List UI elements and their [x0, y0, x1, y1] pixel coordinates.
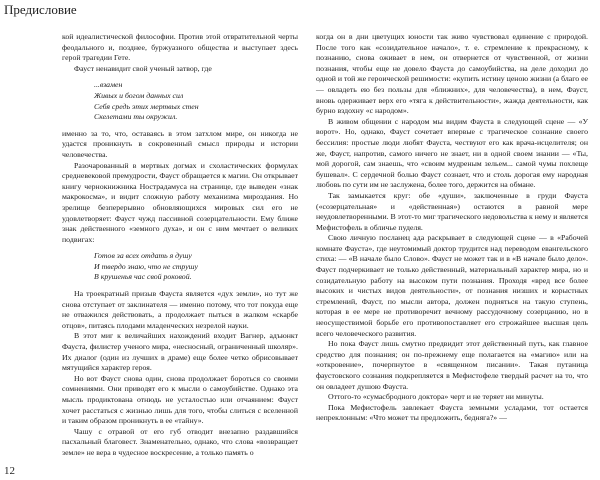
verse-line: В крушенья час свой роковой.: [94, 272, 192, 282]
verse-line: Себя средь этих мертвых стен: [94, 101, 199, 111]
paragraph: На троекратный призыв Фауста является «дух земли», но тут же снова отступает от заклинателя — именно потому, что тот покуда еще не отважился действовать, а продолжает пыться в жалком «скарбе отцов», питаясь плодами младенческих незрелой науки.: [62, 289, 298, 330]
paragraph: когда он в дни цветущих юности так живо чувствовал единение с природой. После того как «созидательное начало», т. е. стремление к прекрасному, к познанию, снова оживает в нем, он отвернется от чувственной, от жизни познания, чтобы еще не довело Фауста до самоубийства, на деле доходил до одной и той же героической решимости: «купить истину ценою жизни (а благо ее — овладеть ею без пользы для «ближних», для человечества), в нем, Фауст, вновь одерживает верх его «тяга к действительности», жажда деятельности, как бурно вздохну «с народом».: [316, 32, 588, 116]
page-number: 12: [4, 465, 15, 477]
paragraph: Фауст ненавидит свой ученый затвор, где: [74, 63, 212, 73]
paragraph: В живом общении с народом мы видим Фауста в следующей сцене — «У ворот». Но, однако, Фауст сочетает впервые с трагическое сознание своего бессилия: простые люди любят Фауста, чествуют его как врача-исцелителя; он же, Фауст, напротив, самого ничего не знает, ни в одной своем знании — «Ты, мой дорогой, сам знаешь, что «своим мудреным зельем... самой чумы похлеще бушевал». С сердечной болью Фауст сознает, что и столь дорогая ему народная любовь по сути им не заслужена, более того, держится на обмане.: [316, 116, 588, 190]
paragraph: кой идеалистической философии. Против этой отвратительной черты феодального и, позднее, буржуазного общества и выступает здесь герой трагедии Гете.: [62, 32, 298, 63]
paragraph: Но пока Фауст лишь смутно предвидит этот действенный путь, как главное средство для познания; он по-прежнему еще полагается на «магию» или на «откровение», почерпнутое в «священном писании». Такая путаница фаустовского сознания подкрепляется в Мефистофеле твердый расчет на то, что он овладеет душою Фауста.: [316, 339, 588, 391]
paragraph: Разочарованный в мертвых догмах и схоластических формулах средневековой премудрости, Фауст обращается к магии. Он открывает книгу чернокнижника Нострадамуса на странице, где выведен «знак макрокосма», и видит сложную работу механизма мироздания. Но зрелище безперерывно обновляющихся мировых сил его не удовлетворяет: Фауст чужд пассивной созерцательности. Ему ближе знак действенного «земного духа», и он с ним мечтает о великих подвигах:: [62, 160, 298, 244]
right-column: [316, 32, 588, 424]
paragraph: Так замыкается круг: обе «души», заключенные в груди Фауста («созерцательная» и «действенная») остаются в равной мере неудовлетворенными. В этот-то миг трагического недовольства к нему и является Мефистофель в обличье пуделя.: [316, 190, 588, 232]
paragraph: Оттого-то «сумасбродного доктора» черт и не теряет ни минуты.: [328, 392, 544, 402]
verse-quote: [94, 251, 298, 283]
paragraph: именно за то, что, оставаясь в этом затхлом мире, он никогда не удастся проникнуть в сокровенный смысл природы и истории человечества.: [62, 128, 298, 159]
paragraph: В этот миг к величайших нахождений входит Вагнер, адъюнкт Фауста, филистер ученого мира, «несносный, ограниченный школяр». Их диалог (один из лучших в драме) еще более четко обрисовывает мятущийся характер героя.: [62, 331, 298, 373]
paragraph: Пока Мефистофель завлекает Фауста земными усладами, тот остается непреклонным: «Что может ты предложить, бедняга?» —: [316, 402, 588, 423]
paragraph: Но вот Фауст снова один, снова продолжает бороться со своими сомнениями. Они приводят его к мысли о самоубийстве. Однако эта мысль продиктована отнюдь не усталостью или отчаянием: Фауст хочет расстаться с жизнью лишь для того, чтобы слиться с вселенной и таким образом проникнуть в ее «тайну».: [62, 373, 298, 426]
verse-line: Скелетами ты окружил.: [94, 112, 178, 122]
paragraph: Свою личную посланец ада раскрывает в следующей сцене — в «Рабочей комнате Фауста», где неутомимый доктор трудится над переводом евангельского стиха: — «В начале было Слово». Фауст не может так и в «В начале было дело». Фауст подчеркивает не только действенный, материальный характер мира, но и созидательную работу на высоком пути познания. Проходя «вред все более высоких и чистых видов деятельности», от познания низших и корыстных стремлений, Фауст, по мысли автора, должен подняться на такую ступень, которая в ее мере не противоречит вечному рассудочному созерцанию, но в неосуществимой борьбе его противопоставляет его строжайшее высшая цель всего человеческого развития.: [316, 233, 588, 338]
verse-line: И твердо знаю, что не струшу: [94, 261, 199, 271]
running-head: Предисловие: [4, 2, 77, 17]
verse-line: ...взамен: [94, 80, 123, 90]
left-column: [62, 32, 298, 459]
verse-quote: [94, 80, 298, 122]
verse-line: Живых и богом данных сил: [94, 90, 184, 100]
paragraph: Чашу с отравой от его губ отводит внезапно раздавшийся пасхальный благовест. Знаменательно, однако, что слова «возвращает земле» не вера в чудесное воскресение, а только память о: [62, 426, 298, 457]
verse-line: Готов за всех отдать я душу: [94, 251, 192, 261]
